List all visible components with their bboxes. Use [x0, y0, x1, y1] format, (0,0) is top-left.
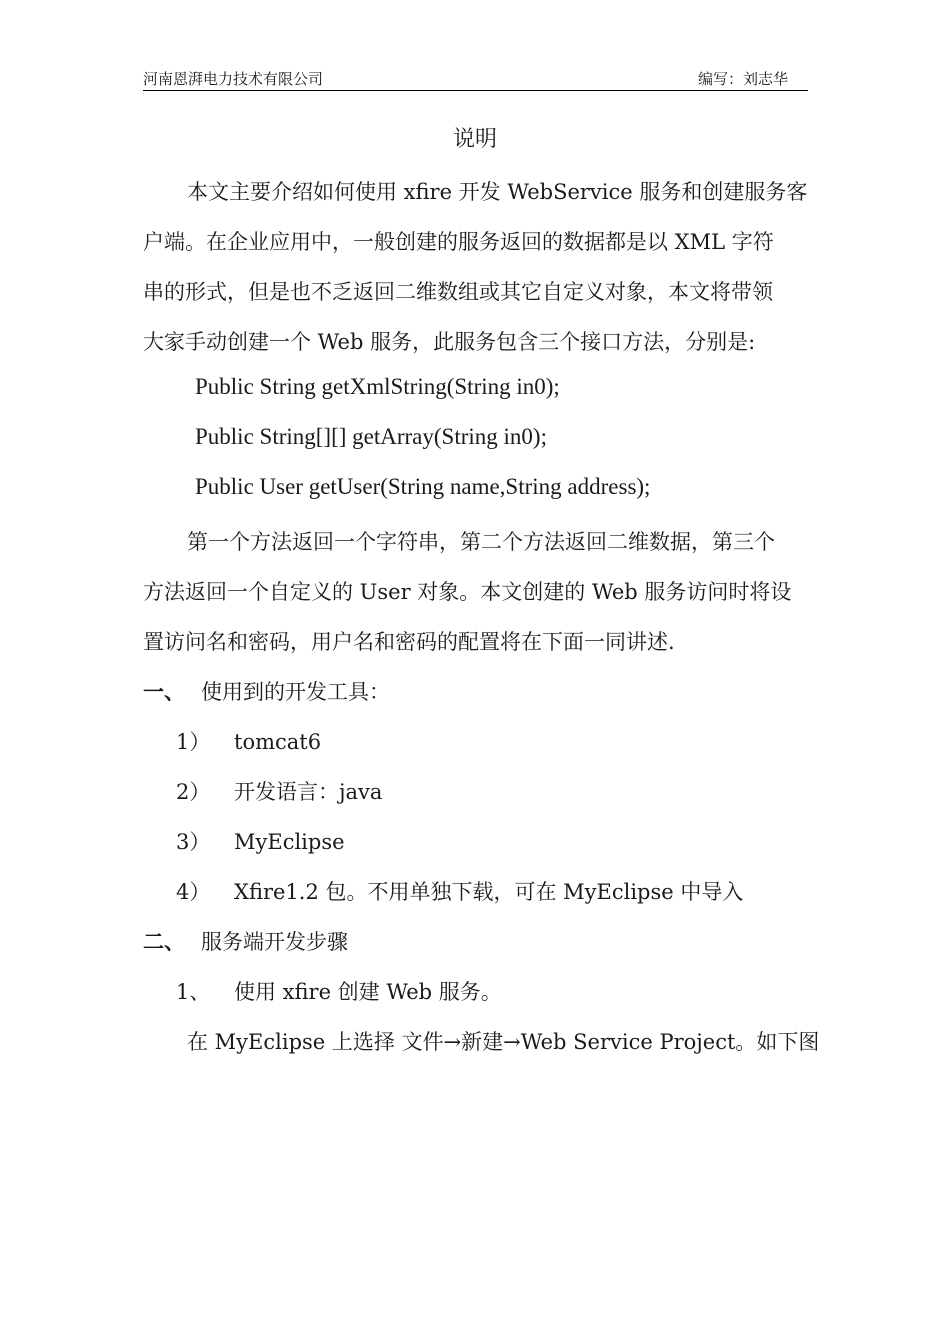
document-title: 说明: [452, 127, 497, 152]
explain-line-1: 第一个方法返回一个字符串，第二个方法返回二维数据，第三个: [187, 530, 775, 554]
list-item-number: 2）: [176, 780, 211, 804]
explain-line-3: 置访问名和密码，用户名和密码的配置将在下面一同讲述.: [143, 630, 675, 654]
intro-line-4: 大家手动创建一个 Web 服务，此服务包含三个接口方法，分别是:: [143, 330, 756, 354]
list-item-text: tomcat6: [234, 730, 322, 754]
method-signature-2: Public String[][] getArray(String in0);: [195, 424, 547, 449]
section-1-heading: [143, 676, 390, 706]
list-item-number: 3）: [176, 830, 211, 854]
list-item: [176, 726, 321, 756]
section-1-title: 使用到的开发工具：: [201, 680, 390, 704]
section-2-heading: [143, 926, 348, 956]
step-description: 在 MyEclipse 上选择 文件→新建→Web Service Project。如下图: [187, 1030, 820, 1054]
author-label: 编写：刘志华: [697, 70, 788, 88]
page-header: [143, 66, 808, 91]
method-signature-1: Public String getXmlString(String in0);: [195, 374, 560, 399]
intro-line-3: 串的形式，但是也不乏返回二维数组或其它自定义对象，本文将带领: [143, 280, 773, 304]
step-text: 使用 xfire 创建 Web 服务。: [234, 980, 502, 1004]
list-item: [176, 876, 743, 906]
explain-line-2: 方法返回一个自定义的 User 对象。本文创建的 Web 服务访问时将设: [143, 580, 792, 604]
list-item: [176, 826, 345, 856]
list-item-text: MyEclipse: [234, 830, 345, 854]
list-item-number: 4）: [176, 880, 211, 904]
intro-line-1: 本文主要介绍如何使用 xfire 开发 WebService 服务和创建服务客: [187, 180, 808, 204]
section-2-marker: 二、: [143, 929, 185, 954]
company-name: 河南恩湃电力技术有限公司: [143, 70, 324, 88]
list-item-text: Xfire1.2 包。不用单独下载，可在 MyEclipse 中导入: [234, 880, 744, 904]
method-signature-3: Public User getUser(String name,String address);: [195, 474, 651, 499]
intro-line-2: 户端。在企业应用中，一般创建的服务返回的数据都是以 XML 字符: [143, 230, 774, 254]
step-number: 1、: [176, 980, 211, 1004]
section-1-marker: 一、: [143, 679, 185, 704]
section-2-title: 服务端开发步骤: [201, 930, 348, 954]
list-item-text: 开发语言：java: [234, 780, 383, 804]
step-item: [176, 976, 502, 1006]
list-item-number: 1）: [176, 730, 211, 754]
list-item: [176, 776, 382, 806]
